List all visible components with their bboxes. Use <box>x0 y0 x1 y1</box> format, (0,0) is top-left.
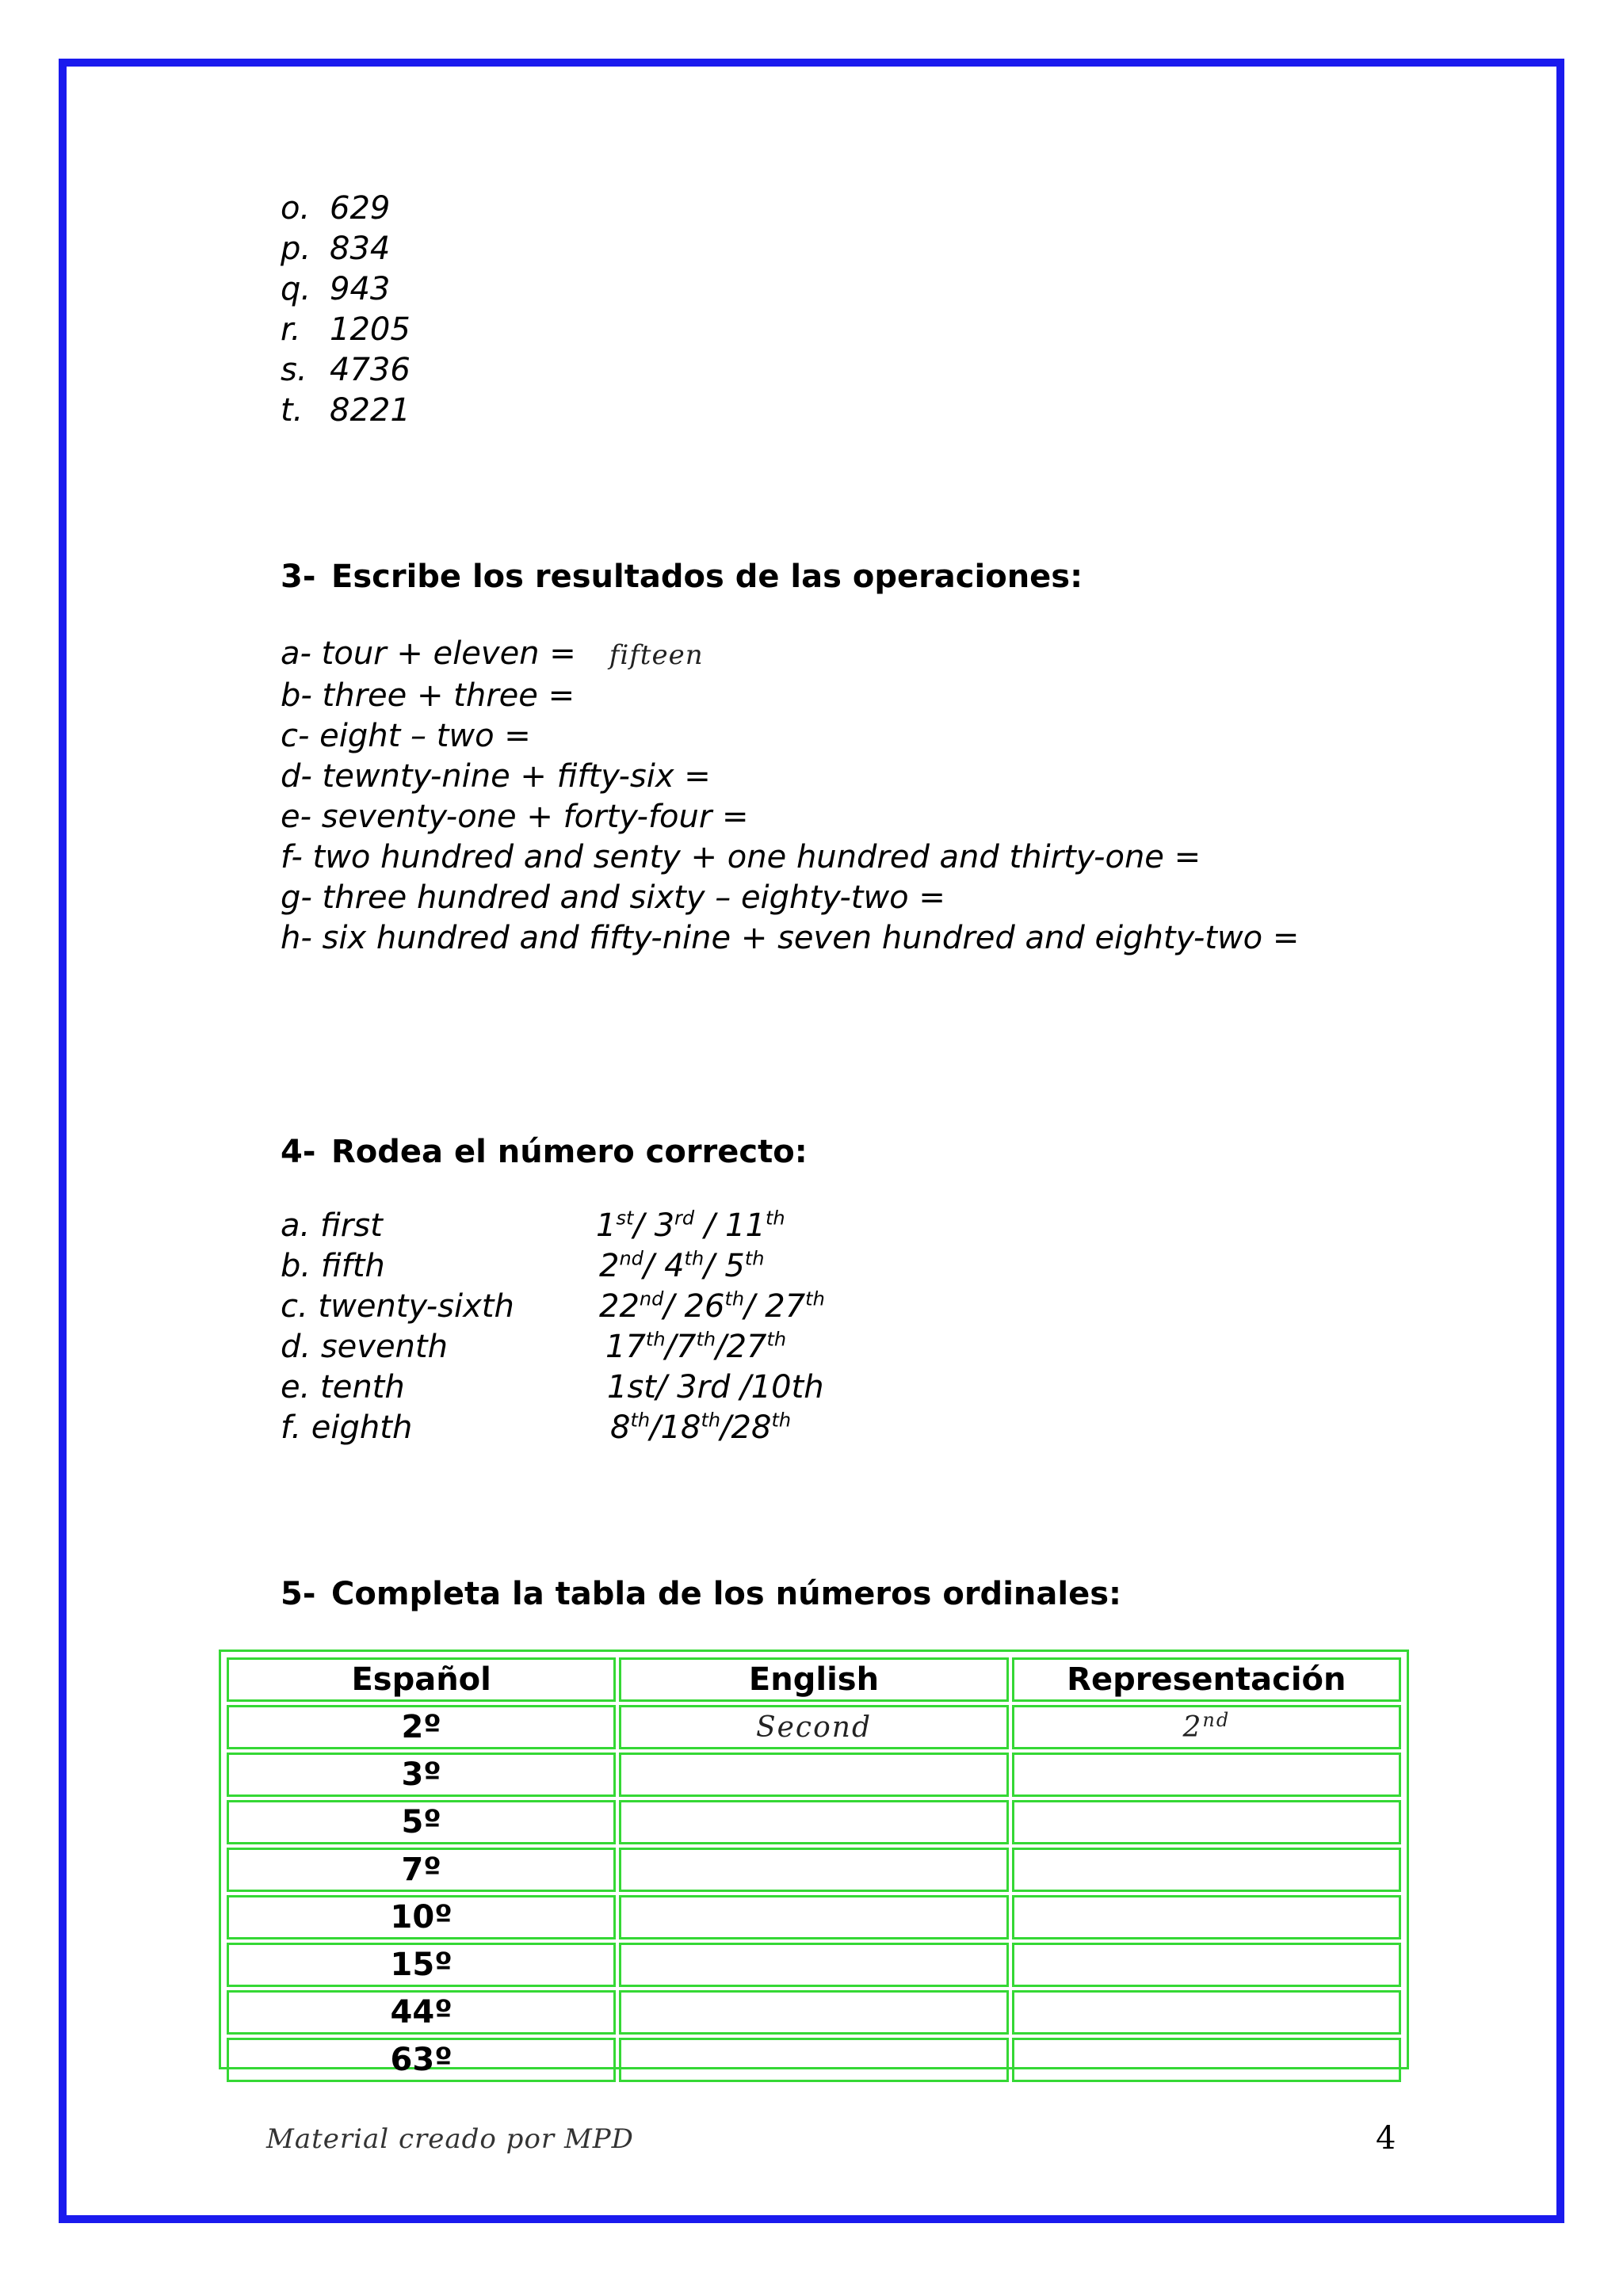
list-item: b- three + three = <box>281 677 575 714</box>
page-number: 4 <box>1376 2120 1396 2157</box>
english-cell[interactable] <box>619 1895 1008 1939</box>
table-row: 3º <box>227 1753 1401 1797</box>
ordinal-options: 2nd/ 4th/ 5th <box>599 1247 765 1284</box>
list-item: a- tour + eleven = fifteen <box>281 635 704 672</box>
ordinal-options: 1st/ 3rd /10th <box>607 1369 824 1405</box>
list-item: f- two hundred and senty + one hundred and thirty-one = <box>281 839 1201 875</box>
list-item: c- eight – two = <box>281 718 531 754</box>
ordinal-options: 8th/18th/28th <box>610 1409 792 1446</box>
table-row: 63º <box>227 2038 1401 2082</box>
ordinal-options: 22nd/ 26th/ 27th <box>599 1287 825 1325</box>
section-5-heading: 5- Completa la tabla de los números ordinales: <box>281 1576 1122 1612</box>
list-item: r. 1205 <box>281 311 411 348</box>
representation-cell[interactable] <box>1012 2038 1401 2082</box>
english-cell[interactable] <box>619 1800 1008 1844</box>
ordinals-table <box>219 1650 1409 2078</box>
list-item: g- three hundred and sixty – eighty-two = <box>281 879 945 916</box>
representation-cell[interactable] <box>1012 1800 1401 1844</box>
representation-cell[interactable] <box>1012 1848 1401 1892</box>
ordinal-options: 1st/ 3rd / 11th <box>596 1207 785 1244</box>
list-item: o. 629 <box>281 190 391 227</box>
list-item: h- six hundred and fifty-nine + seven hundred and eighty-two = <box>281 920 1300 956</box>
english-cell[interactable] <box>619 1943 1008 1987</box>
list-item: t. 8221 <box>281 392 411 429</box>
table-row: 7º <box>227 1848 1401 1892</box>
table-row: 44º <box>227 1990 1401 2035</box>
representation-cell[interactable] <box>1012 1990 1401 2035</box>
representation-cell[interactable]: 2nd <box>1012 1705 1401 1749</box>
english-cell[interactable] <box>619 2038 1008 2082</box>
list-item: p. 834 <box>281 231 391 267</box>
representation-cell[interactable] <box>1012 1943 1401 1987</box>
list-item: q. 943 <box>281 271 391 307</box>
table-row: 2º Second 2nd <box>227 1705 1401 1749</box>
english-cell[interactable] <box>619 1848 1008 1892</box>
header-representacion: Representación <box>1012 1657 1401 1702</box>
header-english: English <box>619 1657 1008 1702</box>
list-item: d- tewnty-nine + fifty-six = <box>281 758 711 795</box>
number-list-continued <box>281 189 411 431</box>
table-header-row <box>227 1657 1401 1702</box>
operations-list <box>281 634 1299 959</box>
handwritten-answer: fifteen <box>609 639 704 671</box>
table-row: 10º <box>227 1895 1401 1939</box>
representation-cell[interactable] <box>1012 1895 1401 1939</box>
table-row: 15º <box>227 1943 1401 1987</box>
representation-cell[interactable] <box>1012 1753 1401 1797</box>
list-item: e- seventy-one + forty-four = <box>281 799 749 835</box>
section-3-heading: 3- Escribe los resultados de las operaciones: <box>281 559 1083 595</box>
list-item: s. 4736 <box>281 352 411 388</box>
table-row: 5º <box>227 1800 1401 1844</box>
ordinal-options: 17th/7th/27th <box>605 1328 787 1365</box>
english-cell[interactable] <box>619 1753 1008 1797</box>
footer-credit: Material creado por MPD <box>266 2123 634 2155</box>
section-4-heading: 4- Rodea el número correcto: <box>281 1134 808 1170</box>
header-espanol: Español <box>227 1657 616 1702</box>
english-cell[interactable] <box>619 1990 1008 2035</box>
english-cell[interactable]: Second <box>619 1705 1008 1749</box>
